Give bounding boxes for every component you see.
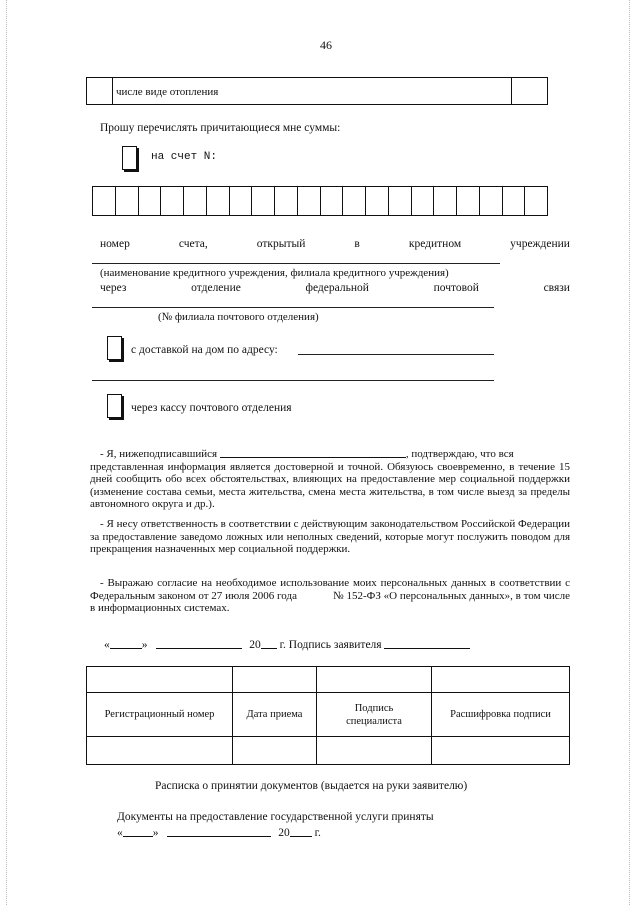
post-caption: (№ филиала почтового отделения) xyxy=(158,311,319,323)
delivery-address-field-2[interactable] xyxy=(92,380,494,381)
reg-signature-cell[interactable] xyxy=(317,737,432,765)
account-digit-cell[interactable] xyxy=(457,187,480,216)
account-digit-cell[interactable] xyxy=(252,187,275,216)
declaration-intro: - Я, нижеподписавшийся xyxy=(100,448,218,460)
receipt-title: Расписка о принятии документов (выдается на руки заявителю) xyxy=(155,780,468,792)
applicant-signature-field[interactable] xyxy=(384,638,470,649)
account-digit-cell[interactable] xyxy=(275,187,298,216)
top-table-text: числе виде отопления xyxy=(116,86,219,98)
account-digit-cell[interactable] xyxy=(297,187,320,216)
account-digit-cell[interactable] xyxy=(161,187,184,216)
account-line-word: открытый xyxy=(256,238,306,250)
page-number: 46 xyxy=(320,38,332,52)
reg-header-signature: Подпись специалиста xyxy=(317,693,432,737)
post-line-word: почтовой xyxy=(433,282,479,294)
account-line-word: в xyxy=(354,238,360,250)
account-digit-cell[interactable] xyxy=(184,187,207,216)
reg-blank-cell[interactable] xyxy=(233,667,317,693)
account-digit-cell[interactable] xyxy=(229,187,252,216)
post-branch-field[interactable] xyxy=(92,307,494,308)
home-delivery-checkbox[interactable] xyxy=(107,336,122,360)
post-line-word: через xyxy=(100,282,127,294)
account-digit-cell[interactable] xyxy=(479,187,502,216)
receipt-day-field[interactable] xyxy=(123,826,153,837)
reg-header-date: Дата приема xyxy=(233,693,317,737)
account-digit-cell[interactable] xyxy=(388,187,411,216)
declaration-text-1: представленная информация является достоверной и точной. Обязуюсь своевременно, в течение 15 дней сообщить обо всех обстоятельствах, влияющих на предоставление мер социальной поддержки (изменение состава семьи, места жительства, смена места жительства, в том числе выезд за пределы автономного округа и др.). xyxy=(90,460,570,510)
signer-name-field[interactable] xyxy=(220,447,406,458)
signature-month-field[interactable] xyxy=(156,638,242,649)
account-line-word: счета, xyxy=(178,238,208,250)
signature-line: « » 20 г. Подпись заявителя xyxy=(104,638,470,651)
reg-blank-cell[interactable] xyxy=(432,667,570,693)
account-digit-cell[interactable] xyxy=(411,187,434,216)
bank-caption: (наименование кредитного учреждения, филиала кредитного учреждения) xyxy=(100,267,449,279)
account-bank-line xyxy=(100,238,570,250)
receipt-year-field[interactable] xyxy=(290,826,312,837)
receipt-month-field[interactable] xyxy=(167,826,271,837)
signature-day-field[interactable] xyxy=(110,638,142,649)
left-margin-guide xyxy=(6,0,7,905)
registration-table xyxy=(86,666,570,765)
reg-decoding-cell[interactable] xyxy=(432,737,570,765)
reg-header-decoding: Расшифровка подписи xyxy=(432,693,570,737)
bank-name-field[interactable] xyxy=(92,263,500,264)
reg-header-number: Регистрационный номер xyxy=(87,693,233,737)
declaration-paragraph-1 xyxy=(90,447,570,511)
right-margin-guide xyxy=(629,0,630,905)
reg-blank-cell[interactable] xyxy=(87,667,233,693)
account-number-grid xyxy=(92,186,548,216)
account-digit-cell[interactable] xyxy=(115,187,138,216)
post-line-word: федеральной xyxy=(305,282,369,294)
reg-blank-cell[interactable] xyxy=(317,667,432,693)
delivery-address-field[interactable] xyxy=(298,354,494,355)
account-line-word: номер xyxy=(100,238,130,250)
top-table-row xyxy=(86,77,548,105)
post-line-word: связи xyxy=(543,282,570,294)
receipt-date-line: « » 20 г. xyxy=(117,827,321,839)
account-digit-cell[interactable] xyxy=(138,187,161,216)
declaration-confirm: , подтверждаю, что вся xyxy=(405,448,514,460)
signature-year-field[interactable] xyxy=(261,638,277,649)
cash-desk-checkbox[interactable] xyxy=(107,394,122,418)
account-checkbox[interactable] xyxy=(122,146,137,170)
account-digit-cell[interactable] xyxy=(525,187,548,216)
declaration-paragraph-2: - Я несу ответственность в соответствии с действующим законодательством Российской Федерации за предоставление заведомо ложных или неполных сведений, которые могут послужить поводом для прекращения назначенных мер социальной поддержки. xyxy=(90,518,570,555)
cash-desk-label: через кассу почтового отделения xyxy=(131,402,292,414)
account-digit-cell[interactable] xyxy=(343,187,366,216)
account-digit-cell[interactable] xyxy=(206,187,229,216)
account-digit-cell[interactable] xyxy=(434,187,457,216)
reg-number-cell[interactable] xyxy=(87,737,233,765)
post-line-word: отделение xyxy=(191,282,241,294)
account-digit-cell[interactable] xyxy=(320,187,343,216)
account-line-word: учреждении xyxy=(510,238,570,250)
home-delivery-label: с доставкой на дом по адресу: xyxy=(131,344,278,356)
account-digit-cell[interactable] xyxy=(93,187,116,216)
account-label: на счет N: xyxy=(151,151,218,163)
declaration-paragraph-3: - Выражаю согласие на необходимое использование моих персональных данных в соответствии с Федеральным законом от 27 июля 2006 года № 152-ФЗ «О персональных данных», в том числе в информационных системах. xyxy=(90,577,573,614)
receipt-accepted-text: Документы на предоставление государственной услуги приняты xyxy=(117,811,434,823)
post-office-line xyxy=(100,282,570,294)
request-title: Прошу перечислять причитающиеся мне суммы: xyxy=(100,122,341,134)
account-digit-cell[interactable] xyxy=(366,187,389,216)
account-line-word: кредитном xyxy=(408,238,462,250)
account-digit-cell[interactable] xyxy=(502,187,525,216)
reg-date-cell[interactable] xyxy=(233,737,317,765)
